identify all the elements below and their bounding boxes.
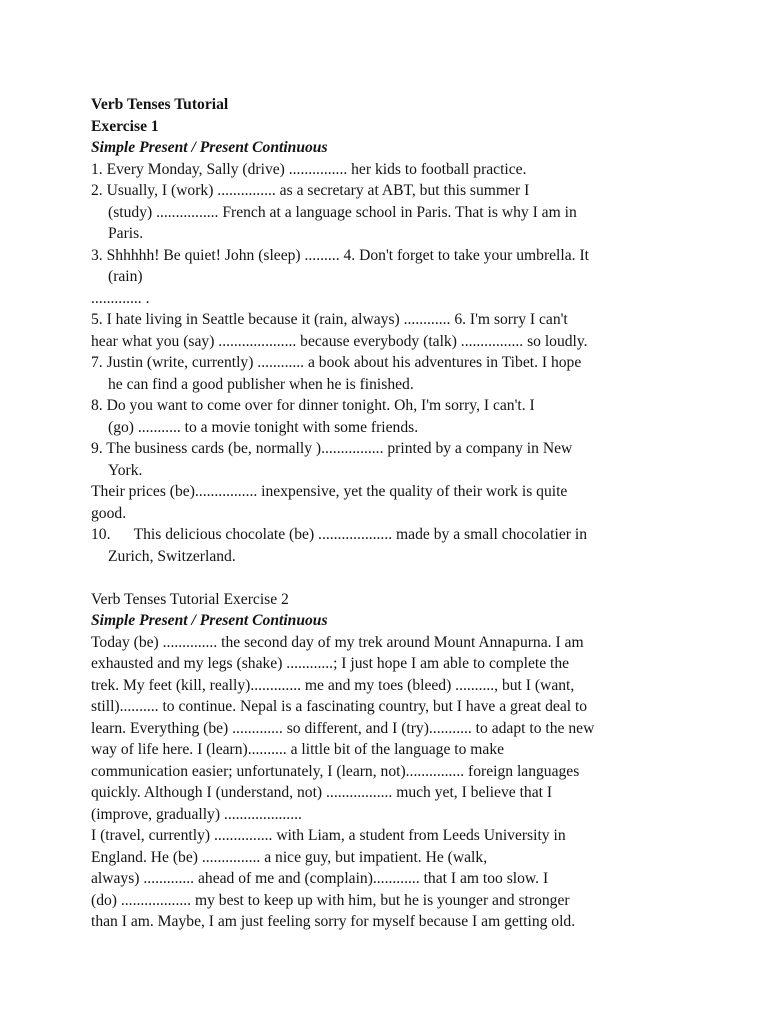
exercise-1-line: Paris.	[108, 225, 144, 242]
exercise-1-line: 3. Shhhhh! Be quiet! John (sleep) ......... 4. Don't forget to take your umbrella. It	[91, 246, 589, 264]
exercise-2-line: learn. Everything (be) ............. so different, and I (try)........... to adapt to the new	[91, 719, 595, 737]
exercise-1-line: 8. Do you want to come over for dinner tonight. Oh, I'm sorry, I can't. I	[91, 397, 535, 414]
exercise-1-line: (rain)	[108, 268, 143, 285]
exercise-2-line: trek. My feet (kill, really)............. me and my toes (bleed) .........., but I (want,	[91, 676, 575, 694]
exercise-1-line: 9. The business cards (be, normally )................ printed by a company in New	[91, 440, 573, 457]
exercise-2-line: communication easier; unfortunately, I (learn, not)............... foreign languages	[91, 762, 580, 780]
exercise-2-line: than I am. Maybe, I am just feeling sorry for myself because I am getting old.	[91, 913, 576, 930]
exercise-1-label: Exercise 1	[91, 117, 159, 135]
exercise-1-line: 2. Usually, I (work) ............... as a secretary at ABT, but this summer I	[91, 182, 530, 199]
exercise-1-line: ............. .	[91, 289, 150, 307]
exercise-2-line: (do) .................. my best to keep up with him, but he is younger and stronger	[91, 891, 570, 909]
exercise-2-line: exhausted and my legs (shake) ............; I just hope I am able to complete the	[91, 655, 570, 672]
section-spacer	[91, 567, 671, 589]
exercise-1-line: Zurich, Switzerland.	[108, 547, 236, 565]
exercise-2-line: England. He (be) ............... a nice guy, but impatient. He (walk,	[91, 848, 488, 866]
exercise-1-title: Verb Tenses Tutorial	[91, 96, 229, 113]
exercise-1-line: 7. Justin (write, currently) ............ a book about his adventures in Tibet. I hope	[91, 354, 582, 371]
exercise-1-line: he can find a good publisher when he is finished.	[108, 375, 414, 393]
exercise-2-line: still).......... to continue. Nepal is a fascinating country, but I have a great deal to	[91, 698, 588, 715]
exercise-1-line: (study) ................ French at a language school in Paris. That is why I am in	[108, 203, 577, 221]
exercise-1-line: hear what you (say) .................... because everybody (talk) ................ so loudly.	[91, 332, 588, 350]
exercise-2-line: (improve, gradually) ....................	[91, 805, 302, 823]
exercise-1-line: (go) ........... to a movie tonight with some friends.	[108, 418, 419, 436]
exercise-1-line: 5. I hate living in Seattle because it (rain, always) ............ 6. I'm sorry I can't	[91, 311, 568, 328]
exercise-2-title: Verb Tenses Tutorial Exercise 2	[91, 590, 289, 608]
exercise-1-topic: Simple Present / Present Continuous	[91, 139, 328, 156]
document-body	[91, 94, 671, 933]
exercise-2-line: always) ............. ahead of me and (complain)............ that I am too slow. I	[91, 870, 549, 887]
exercise-2-topic: Simple Present / Present Continuous	[91, 612, 328, 629]
exercise-1-line: York.	[108, 461, 143, 479]
exercise-1-line: 10. This delicious chocolate (be) ................... made by a small chocolatier in	[91, 526, 587, 543]
exercise-1-line: Their prices (be)................ inexpensive, yet the quality of their work is quite	[91, 483, 568, 500]
exercise-1-line: 1. Every Monday, Sally (drive) ............... her kids to football practice.	[91, 160, 527, 178]
exercise-2-line: way of life here. I (learn).......... a little bit of the language to make	[91, 741, 505, 758]
exercise-2-line: Today (be) .............. the second day of my trek around Mount Annapurna. I am	[91, 633, 584, 651]
exercise-1-line: good.	[91, 504, 127, 522]
exercise-2-line: I (travel, currently) ............... with Liam, a student from Leeds University in	[91, 827, 566, 844]
exercise-2-line: quickly. Although I (understand, not) ................. much yet, I believe that I	[91, 784, 553, 801]
